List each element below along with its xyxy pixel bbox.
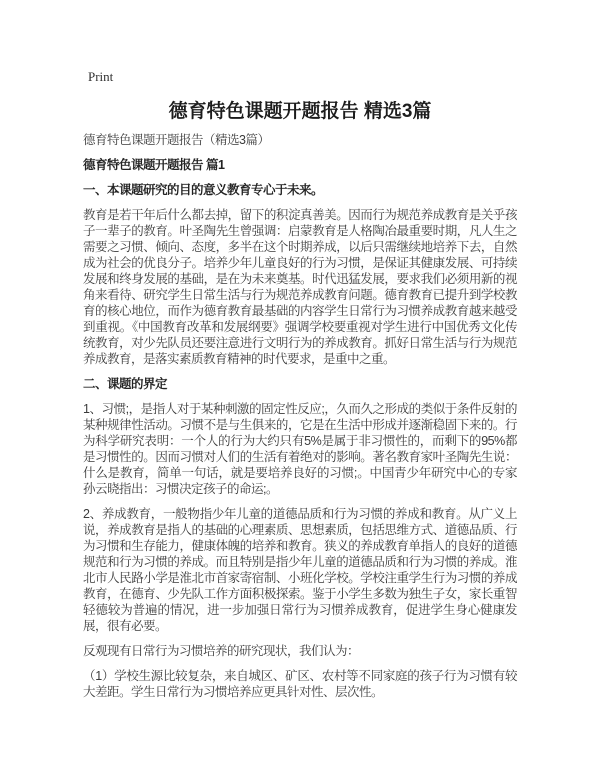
document-subtitle: 德育特色课题开题报告（精选3篇） bbox=[83, 133, 270, 147]
section-heading-purpose: 一、本课题研究的目的意义教育专心于未来。 bbox=[83, 183, 324, 197]
paragraph-formation-education: 2、养成教育，一般物指少年儿童的道德品质和行为习惯的养成和教育。从广义上说，养成教育是指人的基础的心理素质、思想素质，包括思维方式、道德品质、行为习惯和生存能力，健康体魄的培养和教育。狭义的养成教育单指人的良好的道德规范和行为习惯的养成。而且特别是指少年儿童的道德品质和行为习惯的养成。淮北市人民路小学是淮北市首家寄宿制、小班化学校。学校注重学生行为习惯的养成教育，在德育、少先队工作方面积极探索。鉴于小学生多数为独生子女，家长重智轻德较为普遍的情况，进一步加强日常行为习惯养成教育，促进学生身心健康发展，很有必要。 bbox=[83, 507, 517, 633]
paragraph-purpose: 教育是若干年后什么都去掉，留下的积淀真善美。因而行为规范养成教育是关乎孩子一辈子的教育。叶圣陶先生曾强调：启蒙教育是人格陶冶最重要时期，凡人生之需要之习惯、倾向、态度，多半在这个时期养成，以后只需继续地培养下去，自然成为社会的优良分子。培养少年儿童良好的行为习惯，是保证其健康发展、可持续发展和终身发展的基础，是在为未来奠基。时代迅猛发展，要求我们必须用新的视角来看待、研究学生日常生活与行为规范养成教育问题。德育教育已提升到学校教育的核心地位，而作为德育教育最基础的内容学生日常行为习惯养成教育越来越受到重视。《中国教育改革和发展纲要》强调学校要重视对学生进行中国优秀文化传统教育，对少先队员还要注意进行文明行为的养成教育。抓好日常生活与行为规范养成教育，是落实素质教育精神的时代要求，是重中之重。 bbox=[83, 208, 517, 366]
section-heading-part1: 德育特色课题开题报告 篇1 bbox=[83, 158, 225, 172]
paragraph-habit-definition: 1、习惯;，是指人对于某种刺激的固定性反应;，久而久之形成的类似于条件反射的某种规律性活动。习惯不是与生俱来的，它是在生活中形成并逐渐稳固下来的。行为科学研究表明：一个人的行为大约只有5%是属于非习惯性的，而剩下的95%都是习惯性的。因而习惯对人们的生活有着绝对的影响。著名教育家叶圣陶先生说：什么是教育，简单一句话，就是要培养良好的习惯;。中国青少年研究中心的专家孙云晓指出：习惯决定孩子的命运;。 bbox=[83, 402, 517, 496]
page-title: 德育特色课题开题报告 精选3篇 bbox=[168, 101, 432, 122]
paragraph-point-1: （1）学校生源比较复杂，来自城区、矿区、农村等不同家庭的孩子行为习惯有较大差距。学生日常行为习惯培养应更具针对性、层次性。 bbox=[83, 669, 517, 699]
section-heading-definition: 二、课题的界定 bbox=[83, 377, 168, 391]
print-button[interactable]: Print bbox=[88, 69, 114, 84]
paragraph-review-intro: 反观现有日常行为习惯培养的研究现状，我们认为： bbox=[83, 644, 360, 658]
